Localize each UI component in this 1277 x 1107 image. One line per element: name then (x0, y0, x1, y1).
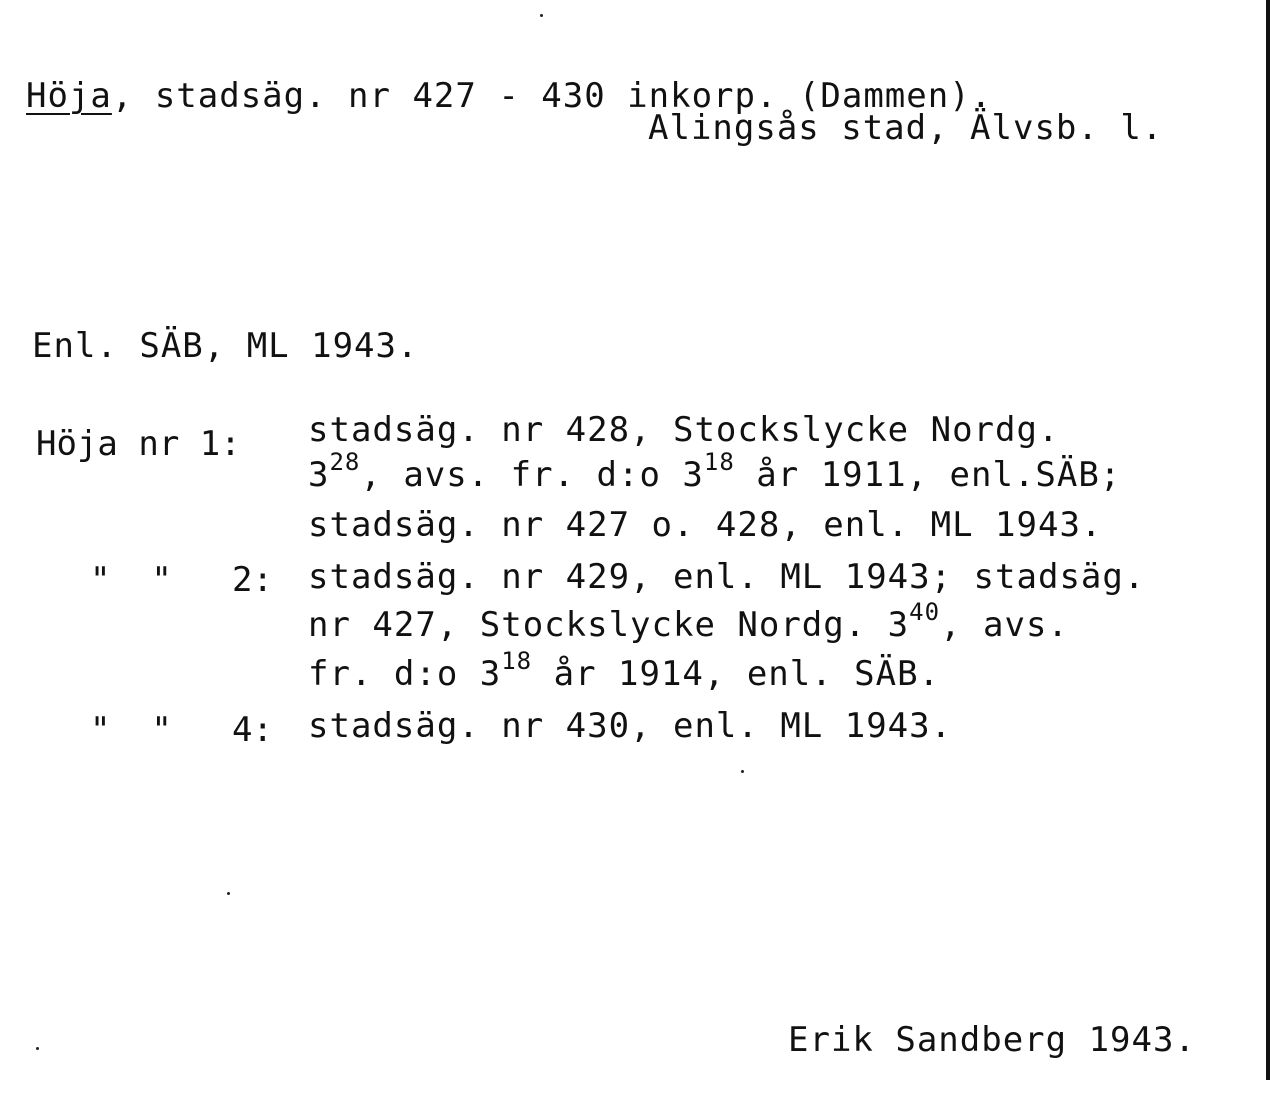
speck (227, 892, 230, 895)
signature: Erik Sandberg 1943. (788, 1020, 1196, 1060)
source-note: Enl. SÄB, ML 1943. (32, 326, 419, 366)
speck (36, 1047, 39, 1050)
place-name: Höja (26, 76, 112, 116)
entry-line: fr. d:o $3^{18}$ år 1914, enl. SÄB. (308, 646, 941, 694)
ditto-marks: " " (90, 710, 172, 750)
heading-details: , stadsäg. nr 427 - 430 inkorp. (Dammen). (111, 76, 993, 116)
entry-number: 2: (232, 560, 273, 600)
entry-label: Höja nr 1: (36, 424, 241, 464)
card-edge (1266, 0, 1270, 1080)
entry-line: stadsäg. nr 429, enl. ML 1943; stadsäg. (308, 557, 1146, 597)
entry-line: stadsäg. nr 430, enl. ML 1943. (308, 706, 953, 746)
speck (741, 770, 744, 773)
entry-number: 4: (232, 710, 273, 750)
speck (540, 14, 543, 17)
ditto-marks: " " (90, 560, 172, 600)
heading-location: Alingsås stad, Älvsb. l. (648, 108, 1164, 148)
entry-line: stadsäg. nr 427 o. 428, enl. ML 1943. (308, 505, 1103, 545)
entry-line: nr 427, Stockslycke Nordg. $3^{40}$, avs. (308, 597, 1069, 645)
entry-line: $3^{28}$, avs. fr. d:o $3^{18}$ år 1911, enl.SÄB; (308, 447, 1122, 495)
entry-line: stadsäg. nr 428, Stockslycke Nordg. (308, 410, 1060, 450)
